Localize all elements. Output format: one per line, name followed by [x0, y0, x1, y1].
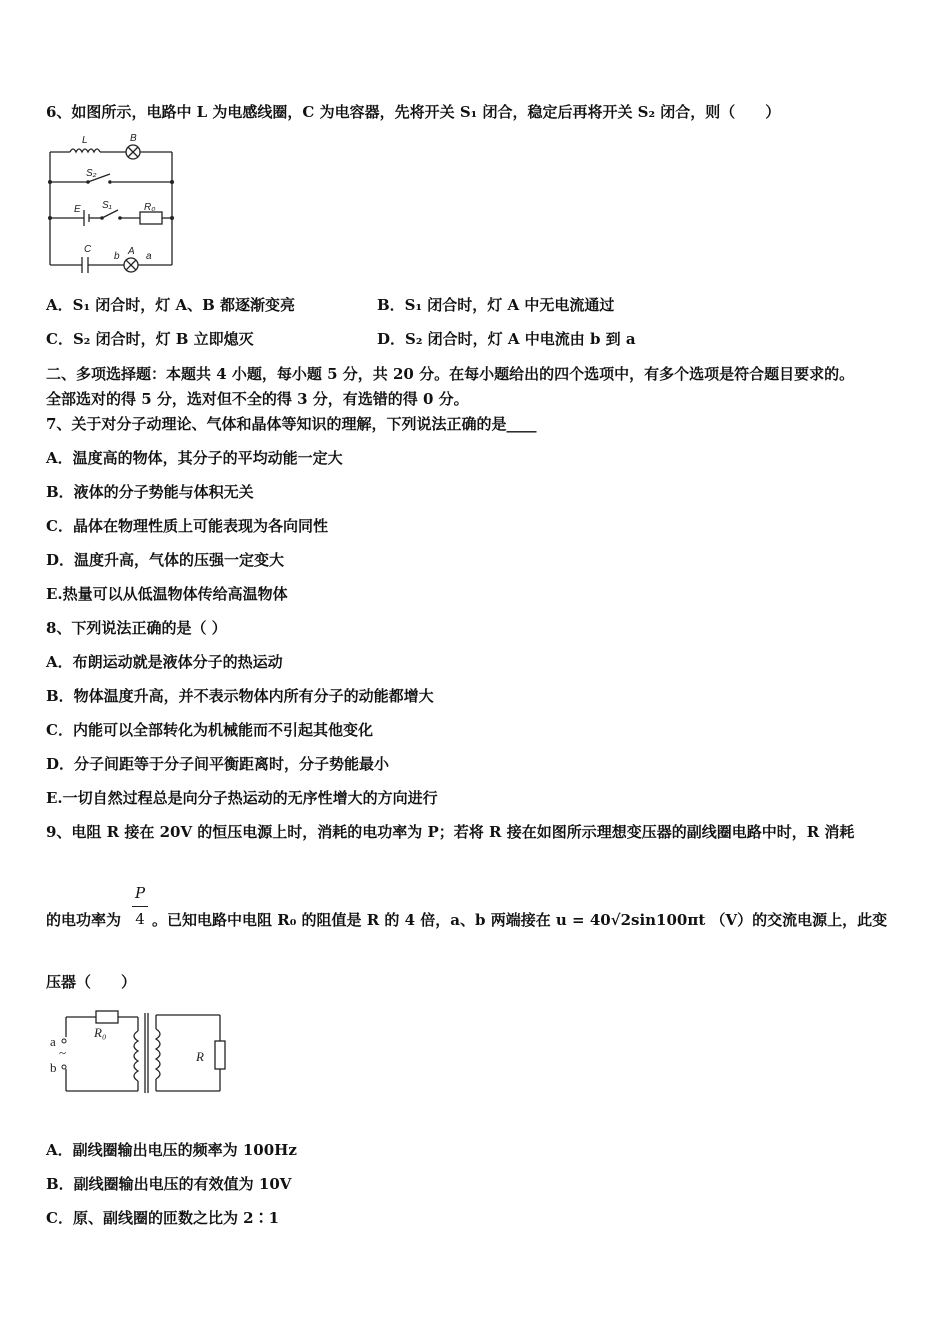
- q9-fraction-denominator: 4: [135, 910, 145, 928]
- label-terminal-a: a: [50, 1034, 56, 1049]
- q8-option-b: B．物体温度升高，并不表示物体内所有分子的动能都增大: [46, 687, 434, 705]
- label-S1: S₁: [102, 200, 112, 211]
- section2-line1: 二、多项选择题：本题共 4 小题，每小题 5 分，共 20 分。在每小题给出的四个选项中，有多个选项是符合题目要求的。: [46, 365, 855, 383]
- label-L: L: [82, 135, 88, 146]
- q8-option-a: A．布朗运动就是液体分子的热运动: [46, 653, 283, 671]
- q9-stem-line2-post: 。已知电路中电阻 R₀ 的阻值是 R 的 4 倍，a、b 两端接在 u = 40√2sin100πt （V）的交流电源上，此变: [152, 911, 888, 929]
- q7-option-a: A．温度高的物体，其分子的平均动能一定大: [46, 449, 343, 467]
- q9-stem-line3: 压器（ ）: [46, 973, 137, 991]
- q6-option-d: D．S₂ 闭合时，灯 A 中电流由 b 到 a: [377, 330, 636, 348]
- label-R: R: [196, 1049, 204, 1064]
- q9-option-a: A．副线圈输出电压的频率为 100Hz: [46, 1141, 297, 1159]
- label-E: E: [74, 204, 81, 215]
- label-terminal-b: b: [50, 1060, 57, 1075]
- label-C: C: [84, 244, 92, 255]
- label-b: b: [114, 251, 120, 262]
- q6-option-b: B．S₁ 闭合时，灯 A 中无电流通过: [377, 296, 615, 314]
- q7-stem: 7、关于对分子动理论、气体和晶体等知识的理解，下列说法正确的是____: [46, 415, 537, 433]
- label-B: B: [130, 133, 137, 144]
- label-a: a: [146, 251, 152, 262]
- q7-option-b: B．液体的分子势能与体积无关: [46, 483, 254, 501]
- q8-option-d: D．分子间距等于分子间平衡距离时，分子势能最小: [46, 755, 390, 773]
- q9-option-c: C．原、副线圈的匝数之比为 2∶1: [46, 1209, 280, 1227]
- q9-transformer-diagram: [44, 1005, 234, 1100]
- label-S2: S₂: [86, 168, 97, 179]
- q6-stem: 6、如图所示，电路中 L 为电感线圈，C 为电容器，先将开关 S₁ 闭合，稳定后再将开关 S₂ 闭合，则（ ）: [46, 103, 781, 121]
- section2-line2: 全部选对的得 5 分，选对但不全的得 3 分，有选错的得 0 分。: [46, 390, 469, 408]
- q6-option-c: C．S₂ 闭合时，灯 B 立即熄灭: [46, 330, 254, 348]
- q8-option-e: E.一切自然过程总是向分子热运动的无序性增大的方向进行: [46, 789, 438, 807]
- q9-fraction-numerator: P: [134, 884, 146, 902]
- q8-stem: 8、下列说法正确的是（ ）: [46, 619, 227, 637]
- q9-stem-line1: 9、电阻 R 接在 20V 的恒压电源上时，消耗的电功率为 P；若将 R 接在如图所示理想变压器的副线圈电路中时，R 消耗: [46, 823, 855, 841]
- ac-source-tilde: ~: [59, 1045, 67, 1060]
- label-R0: R₀: [144, 202, 156, 213]
- q9-fraction-bar: [132, 906, 148, 907]
- q7-option-d: D．温度升高，气体的压强一定变大: [46, 551, 285, 569]
- q6-circuit-diagram: [44, 130, 184, 275]
- q7-option-c: C．晶体在物理性质上可能表现为各向同性: [46, 517, 328, 535]
- label-A: A: [128, 246, 135, 257]
- q9-stem-line2-pre: 的电功率为: [46, 911, 122, 929]
- q8-option-c: C．内能可以全部转化为机械能而不引起其他变化: [46, 721, 373, 739]
- q6-option-a: A．S₁ 闭合时，灯 A、B 都逐渐变亮: [46, 296, 296, 314]
- label-R0: R₀: [94, 1025, 107, 1040]
- q9-option-b: B．副线圈输出电压的有效值为 10V: [46, 1175, 292, 1193]
- q7-option-e: E.热量可以从低温物体传给高温物体: [46, 585, 288, 603]
